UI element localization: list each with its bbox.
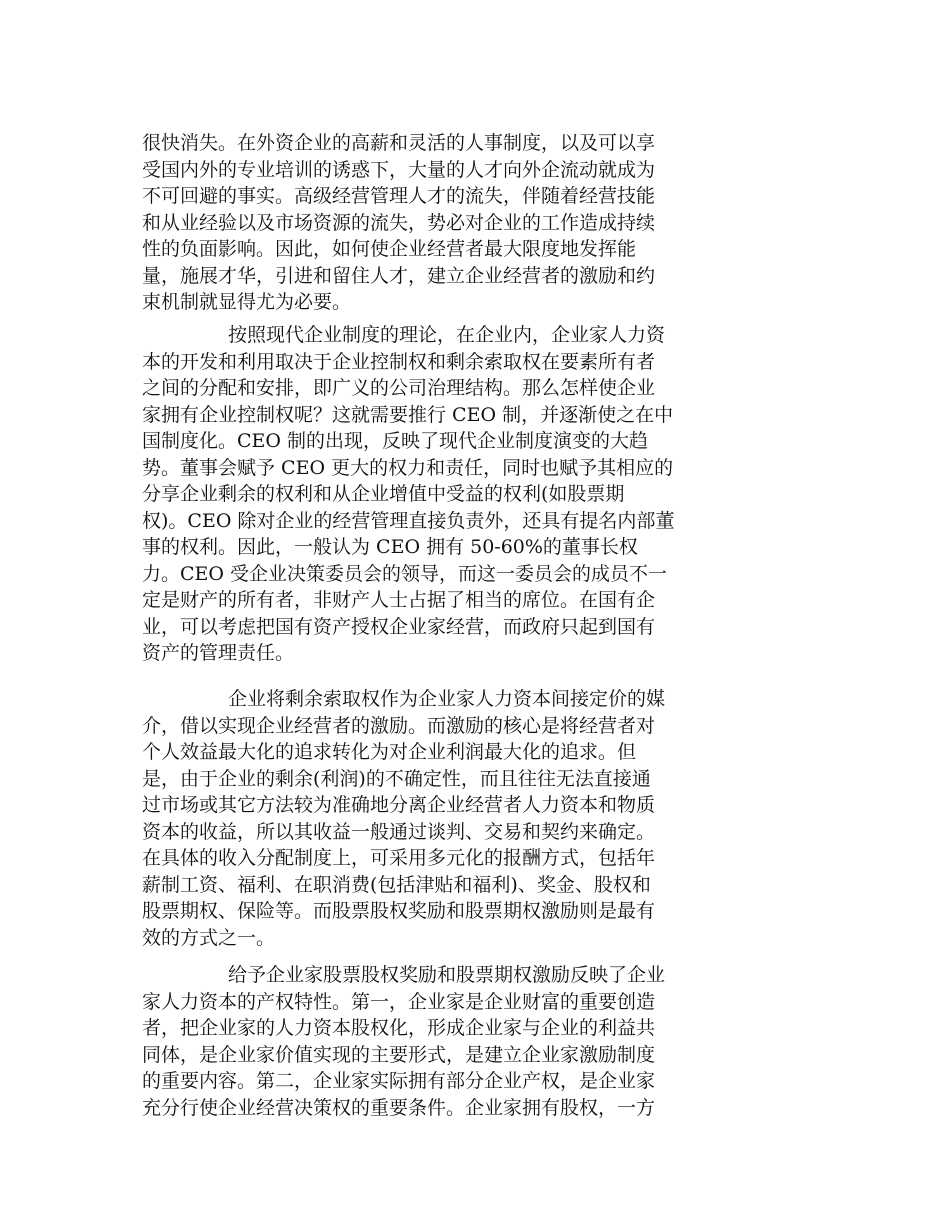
text-line: 资产的管理责任。 bbox=[142, 642, 295, 664]
text-line: 者，把企业家的人力资本股权化，形成企业家与企业的利益共 bbox=[142, 1017, 656, 1039]
text-line: 权)。CEO 除对企业的经营管理直接负责外，还具有提名内部董 bbox=[142, 509, 675, 532]
text-line: 家拥有企业控制权呢？这就需要推行 CEO 制，并逐渐使之在中 bbox=[142, 403, 674, 426]
text-line: 过市场或其它方法较为准确地分离企业经营者人力资本和物质 bbox=[142, 794, 656, 816]
text-line: 股票期权、保险等。而股票股权奖励和股票期权激励则是最有 bbox=[142, 900, 656, 922]
text-line: 介，借以实现企业经营者的激励。而激励的核心是将经营者对 bbox=[142, 714, 656, 737]
text-line: 业，可以考虑把国有资产授权企业家经营，而政府只起到国有 bbox=[142, 615, 656, 638]
text-line: 的重要内容。第二，企业家实际拥有部分企业产权，是企业家 bbox=[142, 1070, 656, 1092]
text-line: 势。董事会赋予 CEO 更大的权力和责任，同时也赋予其相应的 bbox=[142, 456, 674, 479]
text-line: 事的权利。因此，一般认为 CEO 拥有 50-60%的董事长权 bbox=[142, 536, 638, 558]
text-line: 很快消失。在外资企业的高薪和灵活的人事制度，以及可以享 bbox=[142, 132, 656, 154]
text-line: 量，施展才华，引进和留住人才，建立企业经营者的激励和约 bbox=[142, 264, 656, 287]
text-line: 分享企业剩余的权利和从企业增值中受益的权利(如股票期 bbox=[142, 483, 625, 505]
text-line: 效的方式之一。 bbox=[142, 926, 276, 949]
text-line: 受国内外的专业培训的诱惑下，大量的人才向外企流动就成为 bbox=[142, 158, 656, 181]
text-line: 性的负面影响。因此，如何使企业经营者最大限度地发挥能 bbox=[142, 238, 637, 260]
text-line: 本的开发和利用取决于企业控制权和剩余索取权在要素所有者 bbox=[142, 350, 656, 373]
text-line: 定是财产的所有者，非财产人士占据了相当的席位。在国有企 bbox=[142, 589, 656, 611]
text-line: 资本的收益，所以其收益一般通过谈判、交易和契约来确定。 bbox=[142, 820, 656, 843]
text-line: 和从业经验以及市场资源的流失，势必对企业的工作造成持续 bbox=[142, 211, 656, 234]
text-line: 在具体的收入分配制度上，可采用多元化的报酬方式，包括年 bbox=[142, 847, 656, 869]
text-line: 束机制就显得尤为必要。 bbox=[142, 291, 352, 313]
paragraph-3 bbox=[142, 686, 742, 951]
text-line: 力。CEO 受企业决策委员会的领导，而这一委员会的成员不一 bbox=[142, 562, 668, 585]
text-line: 同体，是企业家价值实现的主要形式，是建立企业家激励制度 bbox=[142, 1043, 656, 1066]
text-line: 是，由于企业的剩余(利润)的不确定性，而且往往无法直接通 bbox=[142, 767, 651, 790]
text-line: 企业将剩余索取权作为企业家人力资本间接定价的媒 bbox=[228, 688, 666, 710]
paragraph-2 bbox=[142, 322, 742, 667]
text-line: 个人效益最大化的追求转化为对企业利润最大化的追求。但 bbox=[142, 741, 637, 763]
text-line: 不可回避的事实。高级经营管理人才的流失，伴随着经营技能 bbox=[142, 185, 656, 207]
text-line: 充分行使企业经营决策权的重要条件。企业家拥有股权，一方 bbox=[142, 1096, 656, 1119]
paragraph-4 bbox=[142, 962, 742, 1121]
text-line: 国制度化。CEO 制的出现，反映了现代企业制度演变的大趋 bbox=[142, 430, 649, 452]
text-line: 给予企业家股票股权奖励和股票期权激励反映了企业 bbox=[228, 964, 666, 986]
paragraph-1 bbox=[142, 130, 742, 316]
text-line: 薪制工资、福利、在职消费(包括津贴和福利)、奖金、股权和 bbox=[142, 873, 651, 896]
text-line: 家人力资本的产权特性。第一，企业家是企业财富的重要创造 bbox=[142, 990, 656, 1013]
text-line: 按照现代企业制度的理论，在企业内，企业家人力资 bbox=[228, 324, 666, 346]
text-line: 之间的分配和安排，即广义的公司治理结构。那么怎样使企业 bbox=[142, 377, 656, 399]
